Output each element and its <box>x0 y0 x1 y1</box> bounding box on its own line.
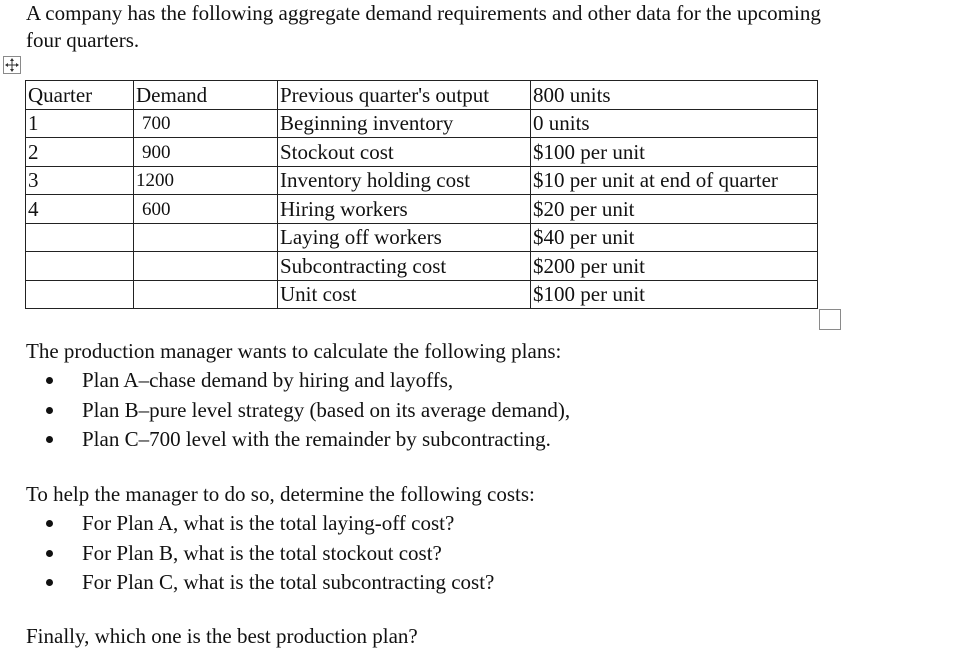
quarter-cell <box>26 280 134 309</box>
demand-cell <box>134 252 278 281</box>
param-value: 0 units <box>531 109 818 138</box>
table-row <box>26 138 818 167</box>
demand-cell: 900 <box>134 138 278 167</box>
demand-cell: 600 <box>134 195 278 224</box>
table-resize-handle[interactable] <box>819 309 841 330</box>
move-arrows-icon <box>5 58 19 72</box>
table-row <box>26 109 818 138</box>
param-label: Beginning inventory <box>278 109 531 138</box>
list-item: For Plan A, what is the total laying-off cost? <box>26 509 535 539</box>
demand-cell <box>134 280 278 309</box>
param-value: $100 per unit <box>531 138 818 167</box>
plans-section <box>26 337 570 455</box>
intro-paragraph: A company has the following aggregate demand requirements and other data for the upcoming four quarters. <box>26 1 821 52</box>
quarter-cell <box>26 223 134 252</box>
quarter-cell: 4 <box>26 195 134 224</box>
list-item: For Plan C, what is the total subcontracting cost? <box>26 568 535 598</box>
demand-cell <box>134 223 278 252</box>
demand-cell: 700 <box>134 109 278 138</box>
param-value: $10 per unit at end of quarter <box>531 166 818 195</box>
table-row <box>26 223 818 252</box>
costs-section <box>26 480 535 598</box>
list-item: Plan B–pure level strategy (based on its average demand), <box>26 396 570 426</box>
quarter-cell: 2 <box>26 138 134 167</box>
param-value: $200 per unit <box>531 252 818 281</box>
param-label: Unit cost <box>278 280 531 309</box>
demand-cell: 1200 <box>134 166 278 195</box>
param-value: $20 per unit <box>531 195 818 224</box>
param-label: Previous quarter's output <box>278 81 531 110</box>
table-row <box>26 195 818 224</box>
table-row <box>26 166 818 195</box>
quarter-cell: 1 <box>26 109 134 138</box>
param-label: Laying off workers <box>278 223 531 252</box>
list-item: Plan C–700 level with the remainder by subcontracting. <box>26 425 570 455</box>
table-move-handle[interactable] <box>3 56 21 74</box>
param-label: Inventory holding cost <box>278 166 531 195</box>
table-row <box>26 280 818 309</box>
plans-heading: The production manager wants to calculate the following plans: <box>26 339 562 363</box>
demand-header: Demand <box>134 81 278 110</box>
costs-heading: To help the manager to do so, determine the following costs: <box>26 482 535 506</box>
final-question: Finally, which one is the best production plan? <box>26 624 418 648</box>
table-row <box>26 81 818 110</box>
table-row <box>26 252 818 281</box>
data-table <box>25 80 818 309</box>
param-label: Subcontracting cost <box>278 252 531 281</box>
param-value: $100 per unit <box>531 280 818 309</box>
param-label: Hiring workers <box>278 195 531 224</box>
quarter-cell: 3 <box>26 166 134 195</box>
param-value: 800 units <box>531 81 818 110</box>
param-label: Stockout cost <box>278 138 531 167</box>
quarter-header: Quarter <box>26 81 134 110</box>
list-item: For Plan B, what is the total stockout cost? <box>26 539 535 569</box>
param-value: $40 per unit <box>531 223 818 252</box>
quarter-cell <box>26 252 134 281</box>
costs-list <box>26 509 535 598</box>
plans-list <box>26 366 570 455</box>
list-item: Plan A–chase demand by hiring and layoffs, <box>26 366 570 396</box>
